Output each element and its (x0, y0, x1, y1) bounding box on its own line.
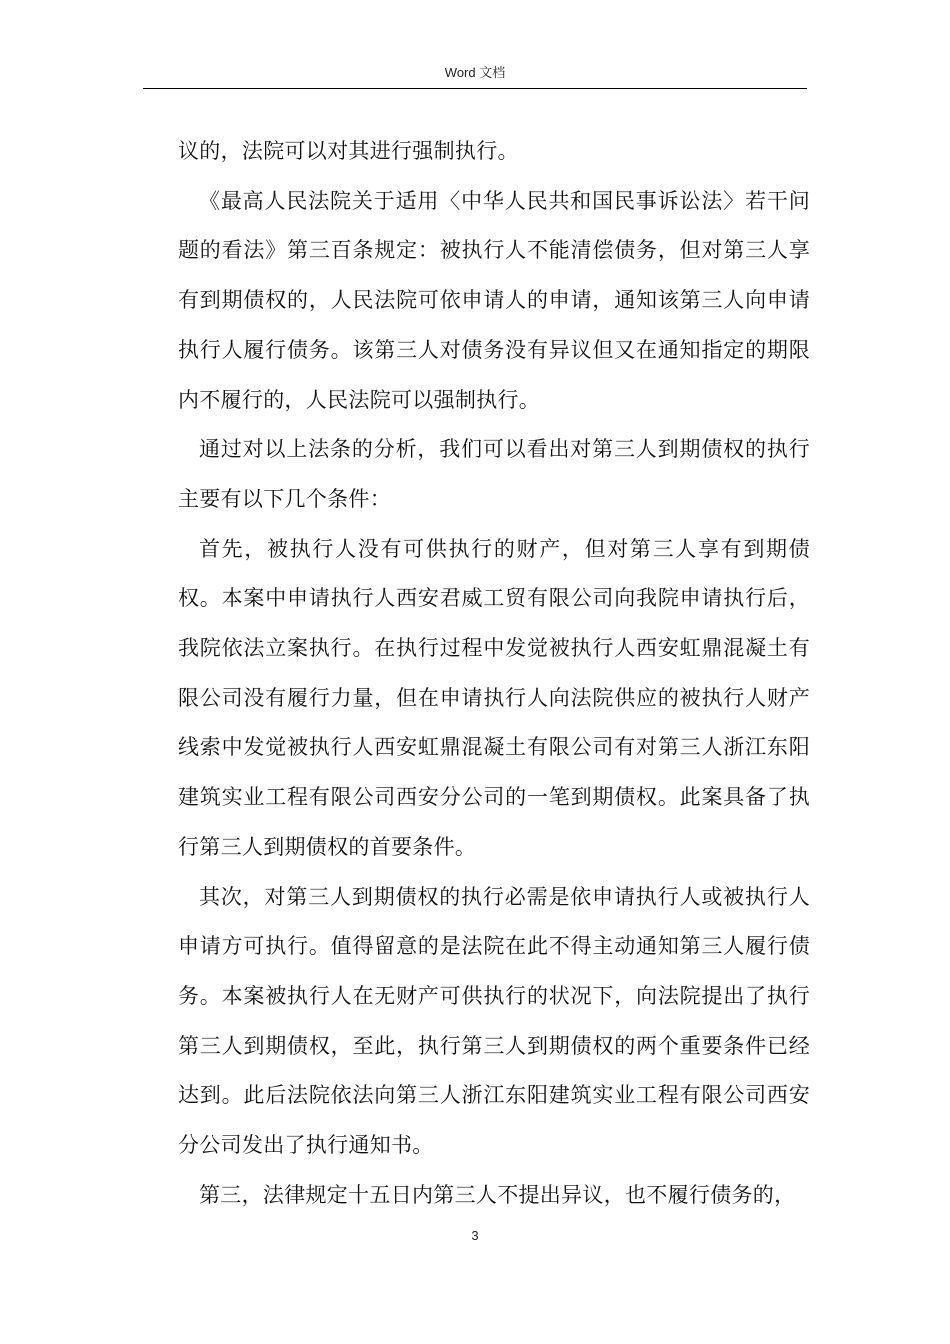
page-number: 3 (471, 1228, 479, 1243)
paragraph-condition-second: 其次，对第三人到期债权的执行必需是依申请执行人或被执行人申请方可执行。值得留意的是法院在此不得主动通知第三人履行债务。本案被执行人在无财产可供执行的状况下，向法院提出了执行第三人到期债权，至此，执行第三人到期债权的两个重要条件已经达到。此后法院依法向第三人浙江东阳建筑实业工程有限公司西安分公司发出了执行通知书。 (178, 884, 810, 1158)
document-body (178, 127, 810, 1220)
paragraph-condition-first: 首先，被执行人没有可供执行的财产，但对第三人享有到期债权。本案中申请执行人西安君威工贸有限公司向我院申请执行后，我院依法立案执行。在执行过程中发觉被执行人西安虹鼎混凝土有限公司没有履行力量，但在申请执行人向法院供应的被执行人财产线索中发觉被执行人西安虹鼎混凝土有限公司有对第三人浙江东阳建筑实业工程有限公司西安分公司的一笔到期债权。此案具备了执行第三人到期债权的首要条件。 (178, 536, 810, 859)
page-header-title: Word 文档 (444, 65, 506, 80)
paragraph-analysis-intro: 通过对以上法条的分析，我们可以看出对第三人到期债权的执行主要有以下几个条件： (178, 437, 810, 511)
paragraph-condition-third: 第三，法律规定十五日内第三人不提出异议，也不履行债务的， (199, 1182, 796, 1207)
paragraph-continuation: 议的，法院可以对其进行强制执行。 (178, 139, 519, 163)
paragraph-legal-citation: 《最高人民法院关于适用〈中华人民共和国民事诉讼法〉若干问题的看法》第三百条规定：被执行人不能清偿债务，但对第三人享有到期债权的，人民法院可依申请人的申请，通知该第三人向申请执行人履行债务。该第三人对债务没有异议但又在通知指定的期限内不履行的，人民法院可以强制执行。 (178, 188, 810, 412)
header-divider (143, 88, 807, 89)
